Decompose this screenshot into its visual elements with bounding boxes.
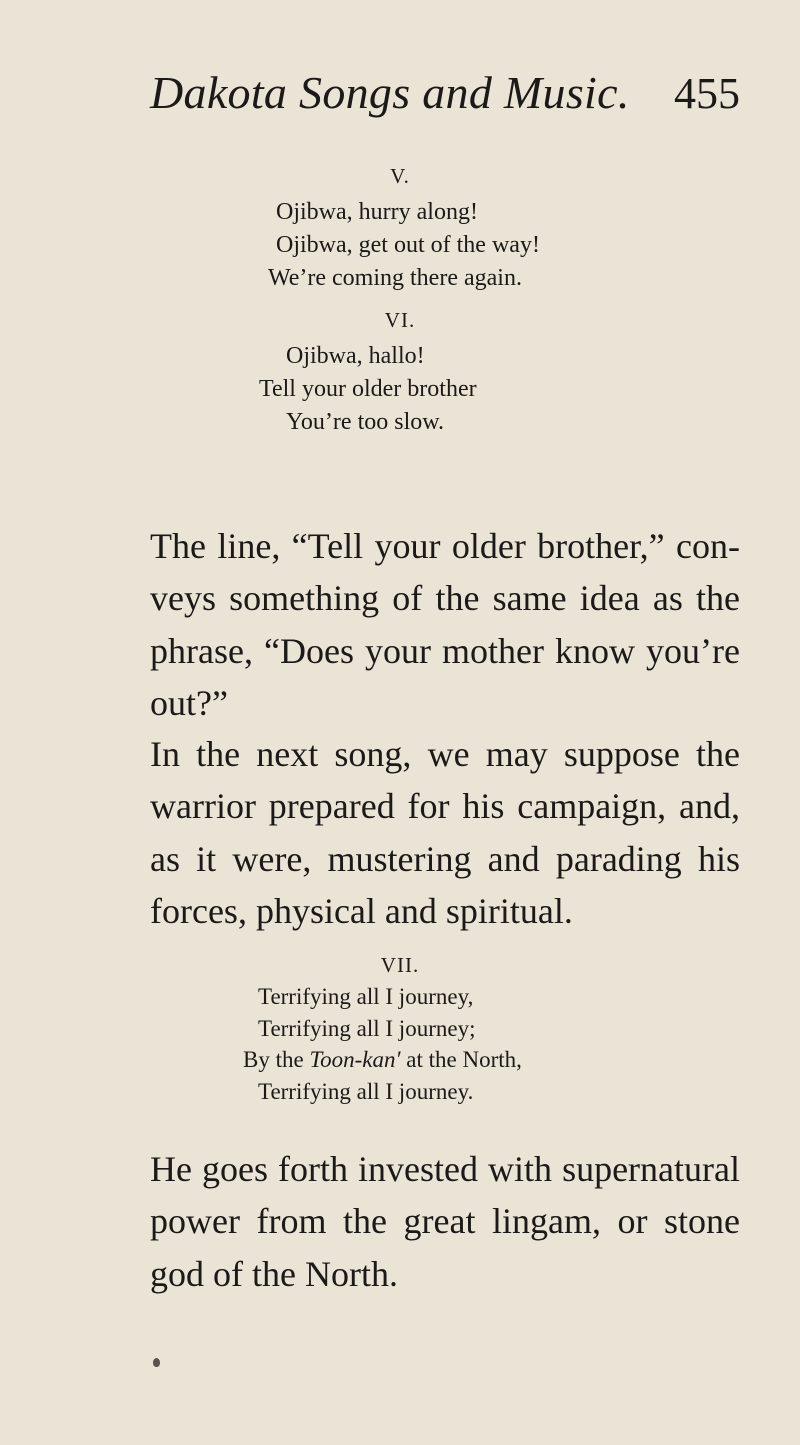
running-head	[150, 66, 740, 126]
stanza-vii-line-1: Terrifying all I journey,	[258, 984, 474, 1009]
stanza-v-line-1: Ojibwa, hurry along!	[276, 199, 478, 225]
stanza-vi-line-1: Ojibwa, hallo!	[286, 343, 425, 369]
toon-kan-term: Toon-kan′	[309, 1047, 401, 1072]
stanza-vii-line-3	[243, 1044, 522, 1076]
stanza-number-vi: VI.	[384, 308, 416, 332]
paragraph-2: In the next song, we may suppose the warrior prepared for his campaign, and, as it were, mustering and parading his forces, physical and spiritual.	[150, 734, 740, 931]
stanza-vii-line-3-before: By the	[243, 1047, 310, 1072]
stanza-v	[268, 196, 540, 295]
stanza-vi	[259, 340, 477, 439]
stanza-vii-line-2: Terrifying all I journey;	[258, 1015, 476, 1041]
page-number: 455	[674, 69, 740, 118]
stanza-number-v: V.	[390, 164, 410, 188]
stanza-vii-line-3-after: at the North,	[400, 1047, 522, 1072]
stanza-number-vii: VII.	[380, 953, 420, 977]
stanza-v-line-3: We’re coming there again.	[268, 265, 522, 291]
stanza-vi-line-2: Tell your older brother	[259, 376, 477, 402]
running-title: Dakota Songs and Music.	[150, 67, 630, 118]
ink-speck	[153, 1358, 160, 1367]
stanza-vi-line-3: You’re too slow.	[286, 409, 445, 435]
paragraph-3: He goes forth invested with supernatural power from the great lingam, or stone god of the North.	[150, 1149, 740, 1294]
stanza-v-line-2: Ojibwa, get out of the way!	[276, 232, 540, 258]
paragraph-1: The line, “Tell your older brother,” con-veys something of the same idea as the phrase, “Does your mother know you’re out?”	[150, 526, 740, 723]
stanza-vii	[243, 981, 522, 1107]
stanza-vii-line-4: Terrifying all I journey.	[258, 1078, 474, 1104]
